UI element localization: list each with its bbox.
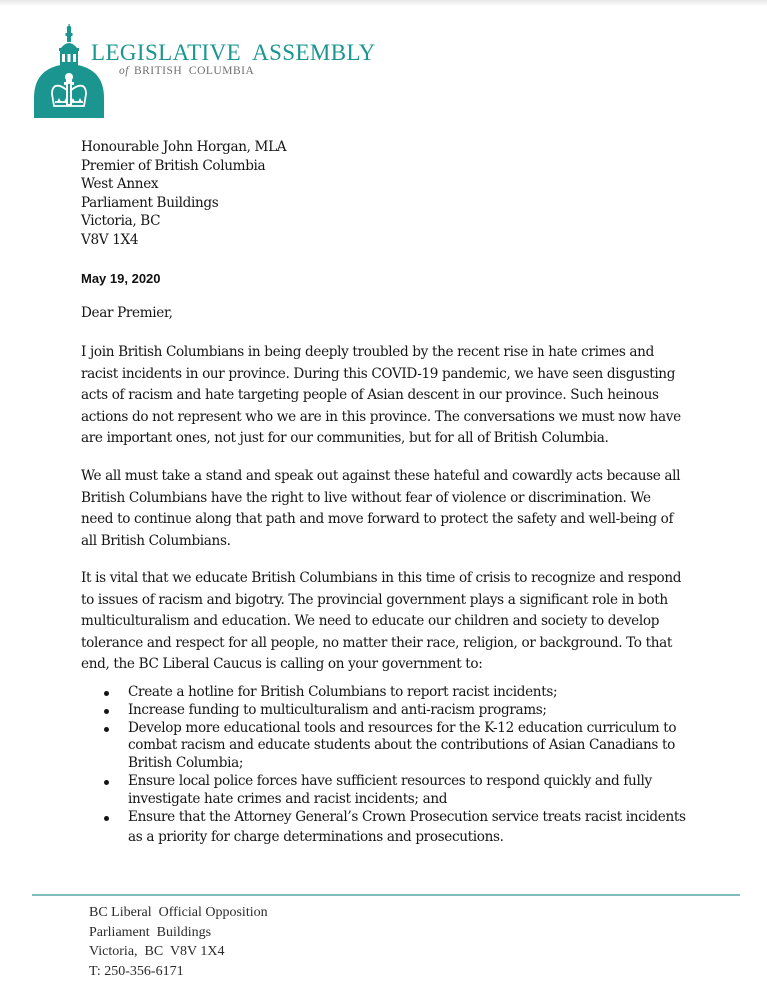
request-line: Ensure that the Attorney General’s Crown Prosecution service treats racist incidents [128, 808, 686, 825]
bullet-icon [104, 816, 109, 821]
body-paragraph [81, 466, 721, 552]
request-line: investigate hate crimes and racist incidents; and [128, 790, 448, 807]
recipient-postal-code: V8V 1X4 [81, 231, 139, 248]
paragraph-line: racist incidents in our province. During this COVID-19 pandemic, we have seen disgusting [81, 365, 676, 382]
recipient-address-line: West Annex [81, 176, 159, 192]
body-paragraph [81, 568, 721, 676]
paragraph-line: multiculturalism and education. We need to educate our children and society to develop [81, 613, 660, 629]
request-item [100, 773, 740, 809]
request-item [100, 684, 740, 702]
paragraph-line: I join British Columbians in being deeply troubled by the recent rise in hate crimes and [81, 344, 654, 360]
body-paragraph [81, 342, 721, 450]
request-line: Ensure local police forces have sufficient resources to respond quickly and fully [128, 772, 652, 789]
request-item [100, 720, 740, 773]
letter-date: May 19, 2020 [81, 271, 161, 286]
requests-list [100, 684, 740, 847]
paragraph-line: British Columbians have the right to live without fear of violence or discrimination. We [81, 489, 651, 506]
bullet-icon [104, 691, 109, 696]
request-line: as a priority for charge determinations and prosecutions. [128, 829, 504, 846]
footer-building: Parliament Buildings [89, 924, 212, 940]
page-top-shadow [0, 0, 767, 6]
paragraph-line: acts of racism and hate targeting people of Asian descent in our province. Such heinous [81, 387, 659, 403]
request-line: Create a hotline for British Columbians to report racist incidents; [128, 684, 558, 700]
recipient-city: Victoria, BC [81, 213, 161, 229]
recipient-address [81, 138, 286, 249]
paragraph-line: actions do not represent who we are in this province. The conversations we must now have [81, 408, 681, 425]
legislature-dome-crest-icon [30, 24, 110, 118]
bullet-icon [104, 780, 109, 785]
letterhead-title: LEGISLATIVE ASSEMBLY [91, 40, 376, 65]
footer-city: Victoria, BC V8V 1X4 [89, 944, 225, 959]
request-line: combat racism and educate students about the contributions of Asian Canadians to [128, 737, 675, 754]
footer-phone: T: 250-356-6171 [89, 963, 184, 979]
bullet-icon [104, 727, 109, 732]
recipient-name: Honourable John Horgan, MLA [81, 139, 287, 155]
request-item [100, 809, 740, 848]
paragraph-line: It is vital that we educate British Columbians in this time of crisis to recognize and respond [81, 570, 682, 586]
paragraph-line: need to continue along that path and move forward to protect the safety and well-being of [81, 511, 674, 527]
request-line: Increase funding to multiculturalism and anti-racism programs; [128, 701, 547, 718]
footer-organization: BC Liberal Official Opposition [89, 905, 268, 920]
paragraph-line: end, the BC Liberal Caucus is calling on your government to: [81, 656, 483, 672]
paragraph-line: all British Columbians. [81, 532, 231, 549]
bullet-icon [104, 709, 109, 714]
request-line: British Columbia; [128, 755, 244, 772]
letterhead-subtitle-text: BRITISH COLUMBIA [133, 65, 255, 77]
letterhead-subtitle-prefix: of [119, 65, 129, 77]
paragraph-line: are important ones, not just for our communities, but for all of British Columbia. [81, 430, 609, 446]
letterhead-subtitle [119, 66, 254, 78]
paragraph-line: tolerance and respect for all people, no matter their race, religion, or background. To that [81, 634, 672, 651]
paragraph-line: to issues of racism and bigotry. The provincial government plays a significant role in both [81, 591, 668, 608]
footer-divider [32, 894, 740, 896]
letterhead [30, 24, 410, 124]
recipient-address-line: Parliament Buildings [81, 194, 219, 211]
paragraph-line: We all must take a stand and speak out against these hateful and cowardly acts because all [81, 468, 681, 484]
request-item [100, 702, 740, 720]
salutation: Dear Premier, [81, 305, 173, 321]
footer-address [89, 903, 268, 981]
request-line: Develop more educational tools and resources for the K-12 education curriculum to [128, 719, 677, 736]
recipient-title: Premier of British Columbia [81, 157, 266, 174]
